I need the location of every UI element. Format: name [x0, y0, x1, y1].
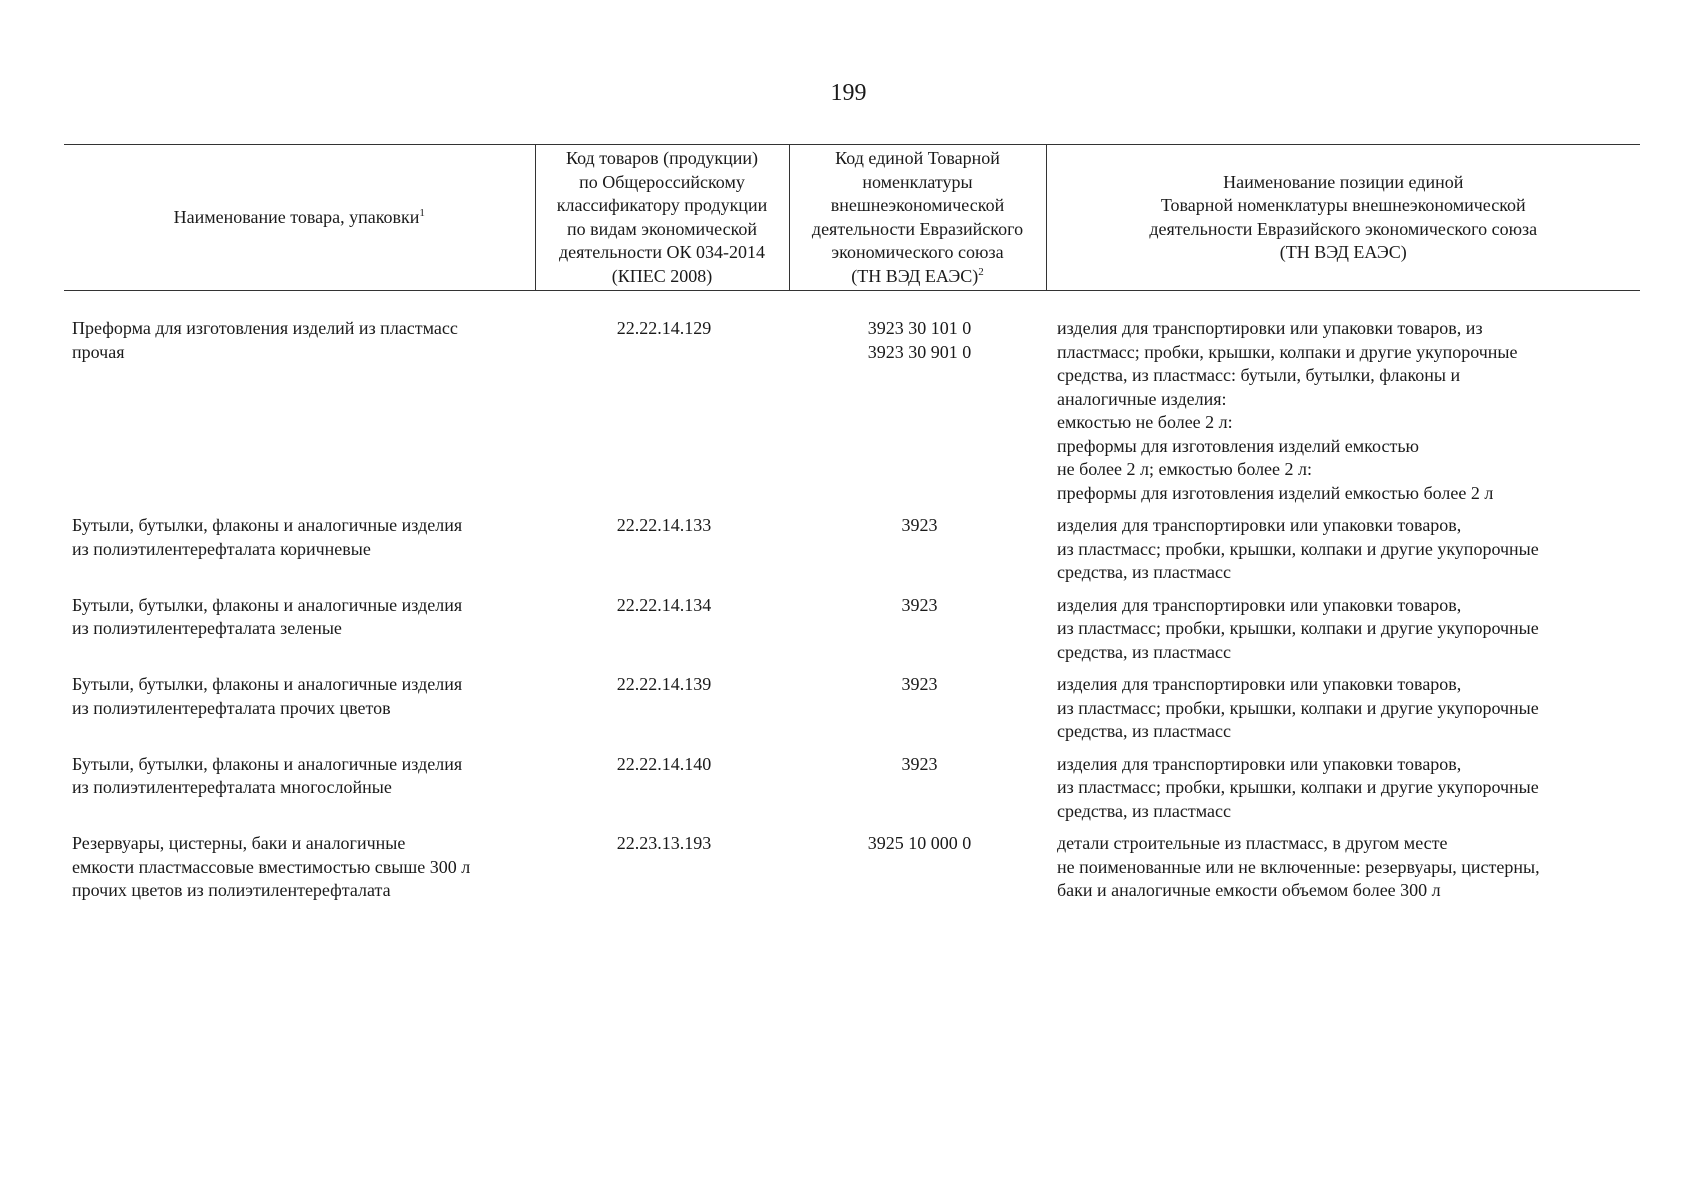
position-description-cell-line: емкостью не более 2 л: [1057, 412, 1233, 432]
position-description-cell-line: изделия для транспортировки или упаковки товаров, [1057, 753, 1462, 774]
goods-name-cell [64, 514, 535, 594]
table-row [64, 594, 1640, 674]
goods-name-cell [64, 673, 535, 753]
position-description-cell [1046, 753, 1640, 833]
goods-name-cell-line: Бутыли, бутылки, флаконы и аналогичные изделия [72, 674, 463, 694]
tnved-code-cell [789, 753, 1046, 833]
goods-name-cell [64, 594, 535, 674]
header-line: (КПЕС 2008) [611, 265, 713, 286]
position-description-cell-line: изделия для транспортировки или упаковки товаров, [1057, 674, 1462, 694]
position-description-cell [1046, 291, 1640, 515]
position-description-cell-line: баки и аналогичные емкости объемом более 300 л [1057, 880, 1441, 900]
goods-name-cell-line: из полиэтилентерефталата зеленые [72, 618, 342, 638]
position-description-cell [1046, 673, 1640, 753]
header-tnved-code [789, 145, 1046, 291]
table-row [64, 291, 1640, 515]
position-description-cell-line: изделия для транспортировки или упаковки товаров, [1057, 515, 1462, 535]
goods-name-cell-line: из полиэтилентерефталата многослойные [72, 777, 392, 797]
goods-name-cell [64, 753, 535, 833]
table-row [64, 673, 1640, 753]
tnved-code-cell [789, 594, 1046, 674]
table-row [64, 514, 1640, 594]
position-description-cell-line: средства, из пластмасс: бутыли, бутылки, флаконы и [1057, 365, 1461, 385]
header-line: Код товаров (продукции) [565, 148, 759, 168]
position-description-cell-line: пластмасс; пробки, крышки, колпаки и другие укупорочные [1057, 341, 1518, 362]
position-description-cell-line: средства, из пластмасс [1057, 562, 1231, 582]
header-line: по видам экономической [566, 218, 758, 239]
tnved-code-cell [789, 291, 1046, 515]
header-line: Товарной номенклатуры внешнеэкономической [1160, 195, 1526, 215]
header-line-last [794, 265, 1042, 289]
goods-table [64, 144, 1640, 912]
okpd-code-cell: 22.22.14.134 [616, 594, 712, 615]
header-okpd-code [535, 145, 789, 291]
goods-name-cell [64, 291, 535, 515]
okpd-code-cell: 22.22.14.129 [616, 318, 712, 338]
header-line: номенклатуры [862, 171, 973, 192]
goods-name-cell [64, 832, 535, 912]
goods-name-cell-line: из полиэтилентерефталата прочих цветов [72, 697, 391, 718]
page-number: 199 [830, 80, 867, 106]
position-description-cell-line: изделия для транспортировки или упаковки товаров, [1057, 594, 1462, 615]
position-description-cell-line: средства, из пластмасс [1057, 800, 1231, 821]
header-line: экономического союза [831, 242, 1004, 262]
tnved-code-cell-line: 3923 [901, 753, 938, 774]
position-description-cell-line: из пластмасс; пробки, крышки, колпаки и другие укупорочные [1057, 777, 1539, 797]
tnved-code-cell-line: 3923 [901, 594, 938, 615]
header-line-text: (ТН ВЭД ЕАЭС) [851, 265, 979, 286]
position-description-cell-line: средства, из пластмасс [1057, 641, 1231, 662]
position-description-cell [1046, 832, 1640, 912]
tnved-code-cell-line: 3925 10 000 0 [867, 833, 972, 853]
footnote-ref-1: 1 [419, 206, 425, 219]
table-header-row [64, 145, 1640, 291]
header-goods-name-text: Наименование товара, упаковки [173, 206, 420, 227]
table-row [64, 753, 1640, 833]
position-description-cell-line: из пластмасс; пробки, крышки, колпаки и другие укупорочные [1057, 538, 1539, 559]
position-description-cell-line: не поименованные или не включенные: резервуары, цистерны, [1057, 856, 1540, 877]
tnved-code-cell-line: 3923 [901, 674, 938, 694]
position-description-cell [1046, 594, 1640, 674]
header-line: деятельности Евразийского [811, 218, 1024, 239]
position-description-cell-line: преформы для изготовления изделий емкостью более 2 л [1057, 482, 1494, 503]
header-line: деятельности Евразийского экономического союза [1149, 218, 1538, 239]
tnved-code-cell [789, 832, 1046, 912]
header-line: (ТН ВЭД ЕАЭС) [1279, 242, 1407, 262]
position-description-cell-line: из пластмасс; пробки, крышки, колпаки и другие укупорочные [1057, 697, 1539, 718]
position-description-cell-line: детали строительные из пластмасс, в другом месте [1057, 833, 1448, 853]
table-body [64, 291, 1640, 912]
tnved-code-cell [789, 673, 1046, 753]
goods-name-cell-line: Бутыли, бутылки, флаконы и аналогичные изделия [72, 753, 463, 774]
header-goods-name [64, 145, 535, 291]
goods-name-cell-line: из полиэтилентерефталата коричневые [72, 538, 371, 559]
position-description-cell-line: аналогичные изделия: [1057, 388, 1227, 409]
goods-name-cell-line: Преформа для изготовления изделий из пластмасс [72, 318, 458, 338]
goods-name-cell-line: прочих цветов из полиэтилентерефталата [72, 880, 391, 900]
table-row [64, 832, 1640, 912]
tnved-code-cell-line: 3923 30 901 0 [867, 341, 972, 362]
goods-name-cell-line: Бутыли, бутылки, флаконы и аналогичные изделия [72, 594, 463, 615]
goods-name-cell-line: прочая [72, 341, 125, 362]
goods-name-cell-line: Резервуары, цистерны, баки и аналогичные [72, 833, 406, 853]
tnved-code-cell [789, 514, 1046, 594]
position-description-cell-line: из пластмасс; пробки, крышки, колпаки и другие укупорочные [1057, 618, 1539, 638]
tnved-code-cell-line: 3923 [901, 515, 938, 535]
okpd-code-cell: 22.22.14.133 [616, 515, 712, 535]
header-line: по Общероссийскому [579, 171, 745, 192]
okpd-code-cell: 22.22.14.139 [616, 674, 712, 694]
position-description-cell [1046, 514, 1640, 594]
position-description-cell-line: преформы для изготовления изделий емкостью [1057, 435, 1419, 456]
footnote-ref-2: 2 [978, 265, 984, 278]
position-description-cell-line: не более 2 л; емкостью более 2 л: [1057, 459, 1313, 479]
position-description-cell-line: средства, из пластмасс [1057, 721, 1231, 741]
header-line: Наименование позиции единой [1223, 171, 1464, 192]
tnved-code-cell-line: 3923 30 101 0 [867, 318, 972, 338]
okpd-code-cell: 22.23.13.193 [616, 833, 712, 853]
position-description-cell-line: изделия для транспортировки или упаковки товаров, из [1057, 318, 1483, 338]
header-line: внешнеэкономической [830, 195, 1005, 215]
header-position-name [1046, 145, 1640, 291]
header-line: классификатору продукции [556, 195, 768, 215]
goods-name-cell-line: Бутыли, бутылки, флаконы и аналогичные изделия [72, 515, 463, 535]
header-line: Код единой Товарной [835, 148, 1000, 168]
header-line: деятельности ОК 034-2014 [558, 242, 766, 262]
goods-name-cell-line: емкости пластмассовые вместимостью свыше 300 л [72, 856, 471, 877]
okpd-code-cell: 22.22.14.140 [616, 753, 712, 774]
